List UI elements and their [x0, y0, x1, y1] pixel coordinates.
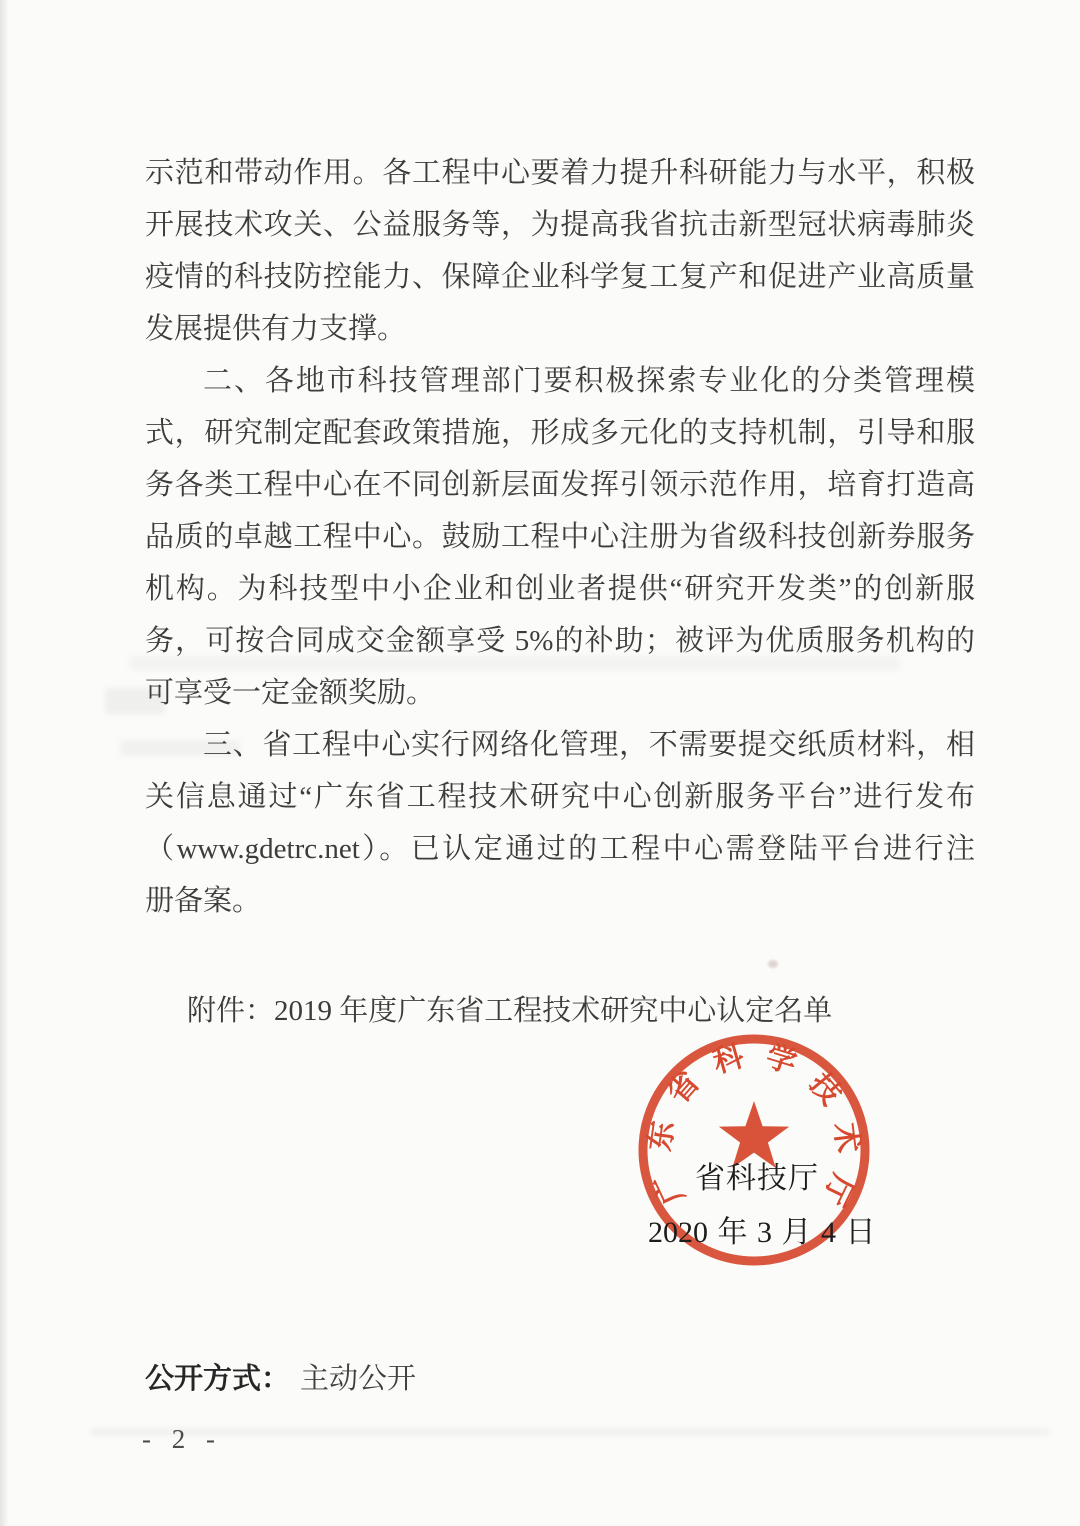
seal-arc-char: 科 — [709, 1039, 748, 1080]
seal-arc-char: 术 — [828, 1120, 865, 1155]
body-line: 疫情的科技防控能力、保障企业科学复工复产和促进产业高质量 — [145, 261, 975, 293]
disclosure-line — [145, 1356, 416, 1397]
paragraph-3 — [145, 719, 975, 927]
scan-edge-shadow — [0, 0, 9, 1526]
seal-arc-char: 广 — [648, 1167, 691, 1209]
body-line: 开展技术攻关、公益服务等，为提高我省抗击新型冠状病毒肺炎 — [145, 209, 975, 241]
body-line: 三、省工程中心实行网络化管理，不需要提交纸质材料，相 — [203, 729, 975, 761]
document-date: 2020 年 3 月 4 日 — [648, 1216, 876, 1249]
attachment-line: 附件：2019 年度广东省工程技术研究中心认定名单 — [187, 995, 833, 1027]
document-body — [145, 147, 975, 927]
seal-arc-char: 东 — [643, 1118, 681, 1154]
disclosure-value: 主动公开 — [300, 1363, 417, 1395]
body-line: 可享受一定金额奖励。 — [145, 677, 436, 709]
body-line: 关信息通过“广东省工程技术研究中心创新服务平台”进行发布 — [145, 781, 975, 813]
scan-smudge — [90, 1428, 1050, 1436]
body-line: 品质的卓越工程中心。鼓励工程中心注册为省级科技创新券服务 — [145, 521, 975, 553]
body-line: 式，研究制定配套政策措施，形成多元化的支持机制，引导和服 — [145, 417, 975, 449]
paragraph-1 — [145, 147, 975, 355]
body-line: 机构。为科技型中小企业和创业者提供“研究开发类”的创新服 — [145, 573, 975, 605]
issuing-department: 省科技厅 — [695, 1162, 819, 1195]
body-line: 册备案。 — [145, 885, 262, 917]
scan-smudge — [768, 960, 778, 968]
body-line: （www.gdetrc.net）。已认定通过的工程中心需登陆平台进行注 — [145, 833, 975, 865]
page-number: - 2 - — [142, 1424, 222, 1454]
body-line: 务各类工程中心在不同创新层面发挥引领示范作用，培育打造高 — [145, 469, 975, 501]
seal-arc-char: 省 — [661, 1065, 707, 1111]
body-line: 务，可按合同成交金额享受 5%的补助；被评为优质服务机构的 — [145, 625, 975, 657]
body-line: 二、各地市科技管理部门要积极探索专业化的分类管理模 — [203, 365, 975, 397]
seal-arc-char: 厅 — [816, 1169, 860, 1211]
disclosure-label: 公开方式： — [145, 1363, 291, 1395]
body-line: 发展提供有力支撑。 — [145, 313, 407, 345]
seal-arc-char: 学 — [762, 1039, 801, 1081]
paragraph-2 — [145, 355, 975, 719]
body-line: 示范和带动作用。各工程中心要着力提升科研能力与水平，积极 — [145, 157, 975, 189]
seal-arc-char: 技 — [802, 1067, 848, 1112]
